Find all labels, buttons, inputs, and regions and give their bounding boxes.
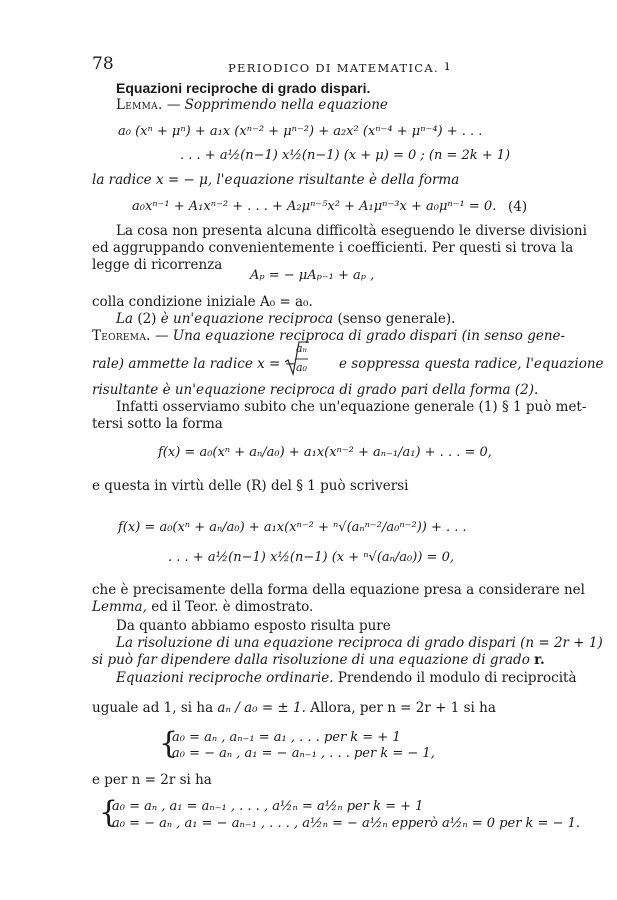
system-2-line-1: a₀ = aₙ , a₁ = aₙ₋₁ , . . . , a½ₙ = a½ₙ per k = + 1	[112, 799, 424, 814]
lemma-label: Lemma.	[116, 97, 163, 113]
teorema-label: Teorema.	[92, 328, 151, 344]
system-2-line-2: a₀ = − aₙ , a₁ = − aₙ₋₁ , . . . , a½ₙ = − a½ₙ epperò a½ₙ = 0 per k = − 1.	[112, 816, 581, 831]
proof-line-5	[92, 599, 313, 615]
equation-4-line-1: f(x) = a₀(xⁿ + aₙ/a₀) + a₁x(xⁿ⁻² + ⁿ√(aₙⁿ⁻²/a₀ⁿ⁻²)) + . . .	[118, 520, 467, 535]
section-title: Equazioni reciproche di grado dispari.	[116, 80, 371, 96]
paragraph-1-line-2: ed aggruppando convenientemente i coefficienti. Per questi si trova la	[92, 240, 574, 256]
teorema-line-2b: e soppressa questa radice, l'equazione	[339, 356, 604, 372]
equation-1-line-1: a₀ (xⁿ + μⁿ) + a₁x (xⁿ⁻² + μⁿ⁻²) + a₂x² (xⁿ⁻⁴ + μⁿ⁻⁴) + . . .	[118, 124, 483, 139]
equation-3: f(x) = a₀(xⁿ + aₙ/a₀) + a₁x(xⁿ⁻² + aₙ₋₁/a₁) + . . . = 0,	[158, 445, 492, 460]
lemma-statement: Sopprimendo nella equazione	[184, 97, 388, 113]
conclusion-line-3a: si può far dipendere dalla risoluzione di una equazione di grado	[92, 652, 530, 668]
lemma-ref: Lemma,	[92, 599, 147, 615]
modulus-fraction: aₙ / a₀ = ± 1.	[217, 700, 306, 716]
lemma-dash: —	[166, 97, 181, 113]
note-ref: (2)	[137, 311, 157, 327]
teorema-text-1: — Una equazione reciproca di grado dispari (in senso gene-	[155, 328, 566, 344]
system-1-line-2: a₀ = − aₙ , a₁ = − aₙ₋₁ , . . . per k = − 1,	[172, 746, 435, 761]
conclusion-line-1: Da quanto abbiamo esposto risulta pure	[116, 618, 391, 634]
note-suffix: (senso generale).	[337, 311, 456, 327]
conclusion-line-5b: Allora, per n = 2r + 1 si ha	[310, 700, 496, 716]
paragraph-1-line-1: La cosa non presenta alcuna difficoltà eseguendo le diverse divisioni	[116, 223, 587, 239]
proof-line-2: tersi sotto la forma	[92, 416, 223, 432]
paragraph-1-line-3: legge di ricorrenza	[92, 257, 223, 273]
page-number: 78	[92, 54, 114, 74]
lemma-line	[116, 97, 388, 113]
conclusion-line-5a: uguale ad 1, si ha	[92, 700, 214, 716]
equation-1-line-2: . . . + a½(n−1) x½(n−1) (x + μ) = 0 ; (n = 2k + 1)	[180, 148, 511, 163]
teorema-line-2a: rale) ammette la radice x = −	[92, 356, 296, 372]
note-prefix: La	[116, 311, 134, 327]
running-title: PERIODICO DI MATEMATICA.	[228, 61, 439, 75]
note-la2	[116, 311, 455, 327]
teorema-root-denominator: a₀	[296, 361, 307, 374]
header-mark: ı	[445, 58, 450, 74]
conclusion-line-4b: Prendendo il modulo di reciprocità	[337, 670, 577, 686]
proof-line-4: che è precisamente della forma della equazione presa a considerare nel	[92, 582, 585, 598]
conclusion-line-3	[92, 652, 545, 668]
proof-line-1: Infatti osserviamo subito che un'equazione generale (1) § 1 può met-	[116, 399, 587, 415]
conclusion-line-6: e per n = 2r si ha	[92, 772, 212, 788]
teorema-line-3: risultante è un'equazione reciproca di grado pari della forma (2).	[92, 382, 539, 398]
conclusion-line-4	[116, 670, 577, 686]
equation-2-number: (4)	[508, 199, 528, 215]
equation-2: a₀xⁿ⁻¹ + A₁xⁿ⁻² + . . . + A₂μⁿ⁻⁵x² + A₁μⁿ⁻³x + a₀μⁿ⁻¹ = 0.	[132, 199, 497, 214]
equation-4-line-2: . . . + a½(n−1) x½(n−1) (x + ⁿ√(aₙ/a₀)) = 0,	[168, 550, 454, 565]
conclusion-line-5	[92, 700, 496, 716]
proof-line-3: e questa in virtù delle (R) del § 1 può scriversi	[92, 478, 409, 494]
note-middle: è un'equazione reciproca	[160, 311, 334, 327]
teorema-root-numerator: aₙ	[296, 342, 308, 355]
lemma-root-text: la radice x = − μ, l'equazione risultante è della forma	[92, 172, 460, 188]
conclusion-line-2: La risoluzione di una equazione reciproca di grado dispari (n = 2r + 1)	[116, 635, 603, 651]
proof-conclusion: ed il Teor. è dimostrato.	[151, 599, 314, 615]
system-1-line-1: a₀ = aₙ , aₙ₋₁ = a₁ , . . . per k = + 1	[172, 730, 401, 745]
system-1-brace: {	[159, 726, 179, 761]
recurrence-formula: Aₚ = − μAₚ₋₁ + aₚ ,	[250, 268, 375, 283]
conclusion-line-3b: r.	[534, 652, 545, 668]
ordinary-reciprocal-heading: Equazioni reciproche ordinarie.	[116, 670, 334, 686]
teorema-line-1	[92, 328, 565, 344]
initial-condition: colla condizione iniziale A₀ = a₀.	[92, 294, 313, 310]
system-2-brace: {	[99, 795, 119, 830]
